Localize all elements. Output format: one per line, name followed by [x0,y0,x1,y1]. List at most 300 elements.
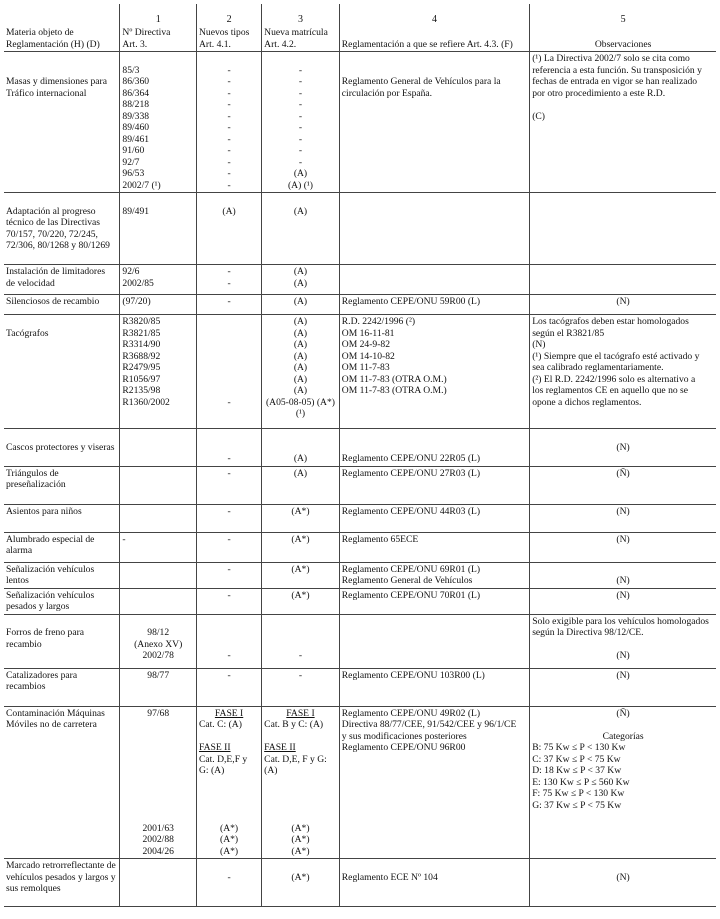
directiva-line [122,731,194,743]
matricula-line [264,194,337,206]
matricula-line [264,616,337,628]
matricula-line: (A) [293,467,308,479]
header-materia-line: Reglamentación (H) (D) [6,38,100,50]
cell-materia [4,614,120,668]
observaciones-line [532,719,714,731]
cell-nuevos [196,193,261,265]
directiva-line: 2002/7 (¹) [122,179,161,191]
observaciones-line: según el R3821/85 [532,327,605,339]
cell-nuevos [196,429,261,467]
materia-line [6,53,117,65]
cell-matricula [262,466,340,504]
materia-line: Señalización vehículos [6,589,95,601]
table-row [4,429,716,467]
cell-nuevos [196,532,261,562]
header-materia-line: Materia objeto de [6,27,74,38]
observaciones-line [532,430,714,442]
cell-directiva [120,668,197,706]
directiva-line: 92/7 [122,156,140,168]
nuevos-line: - [227,505,231,517]
nuevos-line: - [227,156,231,168]
reglamentacion-line: y sus modificaciones posteriores [341,730,467,742]
observaciones-line: (N) [532,339,546,350]
nuevos-line [199,194,259,206]
reglamentacion-line: Reglamento General de Vehículos para la [341,76,501,87]
reglamentacion-line [342,194,527,206]
matricula-line: - [298,110,303,122]
cell-matricula [262,265,340,295]
cell-matricula [262,429,340,467]
directiva-line [122,430,194,442]
header-nuevos-line: Art. 4.1. [198,38,231,50]
matricula-line [264,627,337,639]
directiva-line: 96/53 [122,168,145,179]
directiva-line: 97/68 [147,707,170,719]
header-directiva-line: Art. 3. [122,38,148,50]
header-directiva-line: Nº Directiva [122,27,171,38]
matricula-line: (A*) [291,563,310,575]
cell-matricula [262,706,340,859]
cell-directiva [120,532,197,562]
materia-line: Señalización vehículos [6,563,95,575]
cell-reglamentacion [339,614,529,668]
nuevos-line: - [227,396,231,408]
materia-line: sus remolques [6,883,61,894]
materia-line [6,194,117,206]
materia-line: de velocidad [6,277,55,289]
cell-nuevos [196,295,261,315]
observaciones-line: referencia a esta función. Su transposición y [532,64,702,76]
cell-directiva [120,466,197,504]
observaciones-line: (N) [616,296,630,307]
reglamentacion-line: Reglamento General de Vehículos [341,575,473,586]
cell-reglamentacion [339,668,529,706]
materia-line: Móviles no de carretera [6,719,97,730]
cell-matricula [262,588,340,614]
cell-reglamentacion [339,295,529,315]
cell-observaciones [530,504,716,532]
directiva-line: R1360/2002 [122,396,170,408]
cell-matricula [262,614,340,668]
cell-observaciones [530,668,716,706]
cell-reglamentacion [339,504,529,532]
directiva-line [122,788,194,800]
directiva-line: 89/338 [122,110,150,122]
cell-materia [4,265,120,295]
nuevos-line [199,616,259,628]
directiva-line [122,616,194,628]
matricula-line [264,800,337,812]
nuevos-line: - [227,296,231,307]
nuevos-line: - [227,76,231,87]
reglamentacion-line: OM 11-7-83 (OTRA O.M.) [341,385,447,396]
cell-nuevos [196,614,261,668]
materia-line [6,316,117,328]
nuevos-line [199,811,259,823]
matricula-line: - [298,669,303,681]
matricula-line: (A) [293,316,308,327]
directiva-line: R3688/92 [122,350,161,362]
reglamentacion-line: Reglamento CEPE/ONU 27R03 (L) [341,467,481,479]
cell-observaciones [530,429,716,467]
cell-reglamentacion [339,706,529,859]
column-number-3: 3 [262,4,340,26]
cell-nuevos [196,588,261,614]
cell-reglamentacion [339,532,529,562]
header-reglamentacion [339,26,529,52]
materia-line: preseñalización [6,479,66,490]
reglamentacion-line [342,616,527,628]
cell-directiva [120,295,197,315]
cell-nuevos [196,859,261,907]
nuevos-line: - [227,669,231,681]
cell-directiva [120,52,197,193]
reglamentacion-line: Reglamento CEPE/ONU 103R00 (L) [341,669,485,681]
nuevos-line: - [227,145,231,156]
header-matricula-line: Art. 4.2. [264,38,297,50]
reglamentacion-line: OM 11-7-83 [341,362,390,373]
directiva-line [122,53,194,65]
regulation-table [4,4,716,907]
observaciones-line: Solo exigible para los vehículos homologados [532,615,709,627]
nuevos-line: - [227,168,231,179]
observaciones-line: según la Directiva 98/12/CE. [532,627,644,638]
matricula-line: (A) [293,362,308,373]
nuevos-line: - [227,122,231,133]
materia-line: Asientos para niños [6,505,82,517]
matricula-line: (A05-08-05) (A*) [265,396,335,408]
materia-line: Tráfico internacional [6,87,87,99]
observaciones-line: fechas de entrada en vigor se han realizado [532,76,698,87]
materia-line: 70/157, 70/220, 72/245, [6,228,98,240]
observaciones-line: (N) [616,533,630,545]
cell-observaciones [530,532,716,562]
nuevos-line [199,316,259,328]
observaciones-line: (¹) Siempre que el tacógrafo esté activado y [532,350,700,362]
cell-nuevos [196,562,261,588]
column-number-2: 2 [196,4,261,26]
directiva-line [122,811,194,823]
materia-line [6,430,117,442]
matricula-line: (A) [293,453,308,464]
cell-materia [4,706,120,859]
reglamentacion-line: Reglamento CEPE/ONU 59R00 (L) [341,296,481,307]
table-body [4,4,716,907]
directiva-line: 91/60 [122,145,145,156]
cell-materia [4,295,120,315]
observaciones-line: (N) [616,669,630,681]
matricula-line: Cat. B y C: (A) [264,719,324,730]
observaciones-line [532,860,714,872]
header-observaciones-line: Observaciones [594,38,652,50]
directiva-line: 2001/63 [142,822,174,834]
reglamentacion-line: Reglamento CEPE/ONU 70R01 (L) [341,589,481,601]
nuevos-line [199,53,259,65]
reglamentacion-line: Reglamento CEPE/ONU 96R00 [341,742,466,753]
nuevos-line: - [227,277,231,289]
matricula-line: (A) [293,350,308,362]
cell-reglamentacion [339,193,529,265]
reglamentacion-line: Directiva 88/77/CEE, 91/542/CEE y 96/1/CE [341,719,517,730]
nuevos-line [199,627,259,639]
cell-nuevos [196,265,261,295]
nuevos-line: - [227,266,231,277]
matricula-line: FASE II [264,742,296,753]
cell-observaciones [530,315,716,429]
observaciones-line: (N) [616,589,630,601]
column-number-5: 5 [530,4,716,26]
nuevos-line: (A) [222,205,236,217]
directiva-line [122,564,194,576]
table-row [4,52,716,193]
nuevos-line: - [227,110,231,122]
table-row [4,532,716,562]
table-row [4,315,716,429]
nuevos-line: (A*) [220,845,239,857]
observaciones-line: B: 75 Kw ≤ P < 130 Kw [532,742,626,753]
cell-reglamentacion [339,315,529,429]
cell-nuevos [196,504,261,532]
reglamentacion-line [342,65,527,77]
matricula-line: (A) [293,266,308,277]
materia-line: Tacógrafos [6,327,49,339]
directiva-line [122,777,194,789]
materia-line: Instalación de limitadores [6,266,106,277]
directiva-line: 86/364 [122,87,150,99]
nuevos-line: - [227,453,231,464]
nuevos-line: FASE II [198,742,231,753]
nuevos-line [199,328,259,340]
materia-line: Catalizadores para [6,669,78,681]
reglamentacion-line [342,53,527,65]
cell-observaciones [530,295,716,315]
nuevos-line: Cat. C: (A) [198,719,242,730]
observaciones-line: G: 37 Kw ≤ P < 75 Kw [532,799,622,811]
observaciones-line: (C) [532,110,545,122]
observaciones-line: (¹) La Directiva 2002/7 solo se cita como [532,53,690,64]
observaciones-line: los reglamentos CE en aquello que no se [532,385,689,396]
cell-matricula [262,504,340,532]
observaciones-line: C: 37 Kw ≤ P < 75 Kw [532,753,621,765]
table-row [4,504,716,532]
observaciones-line [532,266,714,278]
cell-materia [4,588,120,614]
cell-nuevos [196,315,261,429]
directiva-line [122,800,194,812]
cell-materia [4,315,120,429]
header-matricula-line: Nueva matrícula [264,27,328,38]
directiva-line: 89/491 [122,205,150,217]
cell-matricula [262,295,340,315]
cell-matricula [262,859,340,907]
cell-materia [4,532,120,562]
cell-observaciones [530,466,716,504]
observaciones-line: (N) [616,505,630,517]
cell-directiva [120,588,197,614]
observaciones-line: (N) [616,441,630,453]
nuevos-line: - [227,87,231,99]
matricula-line: - [298,122,303,133]
matricula-line [264,788,337,800]
cell-observaciones [530,614,716,668]
nuevos-line [199,351,259,363]
matricula-line [264,430,337,442]
nuevos-line: G: (A) [198,765,225,776]
materia-line: pesados y largos [6,601,70,612]
observaciones-line: sea calibrado reglamentariamente. [532,362,664,373]
reglamentacion-line: R.D. 2242/1996 (²) [341,316,416,327]
matricula-line: (A) [293,339,308,350]
materia-line: Contaminación Máquinas [6,707,105,719]
header-directiva [120,26,197,52]
matricula-line: - [298,87,303,99]
table-row [4,562,716,588]
nuevos-line: (A*) [220,822,239,834]
column-number-4: 4 [339,4,529,26]
nuevos-line [199,339,259,351]
directiva-line [122,860,194,872]
table-row [4,859,716,907]
nuevos-line: - [227,589,231,601]
observaciones-line: D: 18 Kw ≤ P < 37 Kw [532,765,622,776]
directiva-line: R3821/85 [122,327,161,339]
cell-observaciones [530,588,716,614]
matricula-line: (A) [293,277,308,289]
directiva-line: (97/20) [122,296,151,307]
materia-line [6,616,117,628]
directiva-line: 98/77 [147,669,170,681]
nuevos-line [199,639,259,651]
cell-materia [4,562,120,588]
observaciones-line [532,99,714,111]
materia-line: alarma [6,545,33,556]
cell-materia [4,52,120,193]
cell-matricula [262,668,340,706]
materia-line: 72/306, 80/1268 y 80/1269 [6,240,110,251]
cell-matricula [262,532,340,562]
cell-materia [4,859,120,907]
materia-line: Forros de freno para [6,627,85,638]
nuevos-line: - [227,533,231,545]
matricula-line: Cat. D,E, F y G: [264,753,327,765]
materia-line: Adaptación al progreso [6,205,96,217]
directiva-line: 2002/85 [122,277,154,289]
header-row [4,26,716,52]
nuevos-line: - [227,650,231,661]
nuevos-line [199,731,259,743]
cell-observaciones [530,562,716,588]
directiva-line [122,506,194,518]
cell-reglamentacion [339,562,529,588]
directiva-line [122,468,194,480]
header-nuevos-line: Nuevos tipos [198,27,250,38]
matricula-line: (A) [293,373,308,385]
directiva-line: 85/3 [122,64,140,76]
matricula-line: (A*) [291,822,310,834]
nuevos-line: (A*) [220,834,239,845]
matricula-line: (A) [293,385,308,396]
matricula-line: (A) [293,168,308,179]
reglamentacion-line: circulación por España. [341,87,433,99]
reglamentacion-line [342,266,527,278]
matricula-line: - [298,156,303,168]
cell-matricula [262,315,340,429]
table-row [4,614,716,668]
observaciones-line: (²) El R.D. 2242/1996 solo es alternativo a [532,373,696,385]
matricula-line: (A) [264,765,278,776]
cell-directiva [120,265,197,295]
materia-line: recambios [6,681,46,692]
cell-materia [4,429,120,467]
reglamentacion-line: OM 11-7-83 (OTRA O.M.) [341,373,447,385]
cell-directiva [120,429,197,467]
header-matricula [262,26,340,52]
table-row [4,668,716,706]
matricula-line [264,639,337,651]
cell-reglamentacion [339,429,529,467]
directiva-line: 92/6 [122,266,140,277]
table-row [4,193,716,265]
cell-reglamentacion [339,466,529,504]
matricula-line: - [298,64,303,76]
cell-observaciones [530,706,716,859]
observaciones-line: F: 75 Kw ≤ P < 130 Kw [532,788,625,799]
materia-line: lentos [6,575,29,586]
directiva-line [122,719,194,731]
directiva-line: - [122,533,126,545]
directiva-line: R3820/85 [122,316,161,327]
reglamentacion-line: Reglamento ECE Nº 104 [341,871,438,883]
reglamentacion-line: Reglamento 65ECE [341,533,419,545]
nuevos-line: - [227,179,231,191]
matricula-line: (A*) [291,834,310,845]
nuevos-line: - [227,871,231,883]
reglamentacion-line: Reglamento CEPE/ONU 44R03 (L) [341,505,481,517]
reglamentacion-line: Reglamento CEPE/ONU 69R01 (L) [341,563,481,575]
matricula-line: - [298,650,303,661]
matricula-line [264,53,337,65]
reglamentacion-line: OM 16-11-81 [341,327,395,339]
cell-observaciones [530,52,716,193]
cell-nuevos [196,706,261,859]
observaciones-line: opone a dichos reglamentos. [532,396,642,408]
observaciones-line: (N) [616,650,630,661]
matricula-line: (A*) [291,589,310,601]
header-materia [4,26,120,52]
materia-line: Alumbrado especial de [6,533,95,545]
table-row [4,265,716,295]
matricula-line [264,442,337,454]
observaciones-line: (N) [616,575,630,586]
table-row [4,466,716,504]
reglamentacion-line: OM 14-10-82 [341,350,395,362]
directiva-line [122,742,194,754]
observaciones-line: (Ñ) [616,467,630,479]
reglamentacion-line: OM 24-9-82 [341,339,391,350]
matricula-line: (A*) [291,533,310,545]
directiva-line [122,194,194,206]
cell-observaciones [530,265,716,295]
observaciones-line [532,639,714,651]
cell-reglamentacion [339,859,529,907]
matricula-line: (A) [293,205,308,217]
nuevos-line [199,385,259,397]
matricula-line: (A*) [291,845,310,857]
directiva-line: 88/218 [122,99,150,110]
materia-line: Masas y dimensiones para [6,76,107,87]
materia-line: Cascos protectores y viseras [6,441,115,453]
header-observaciones [530,26,716,52]
